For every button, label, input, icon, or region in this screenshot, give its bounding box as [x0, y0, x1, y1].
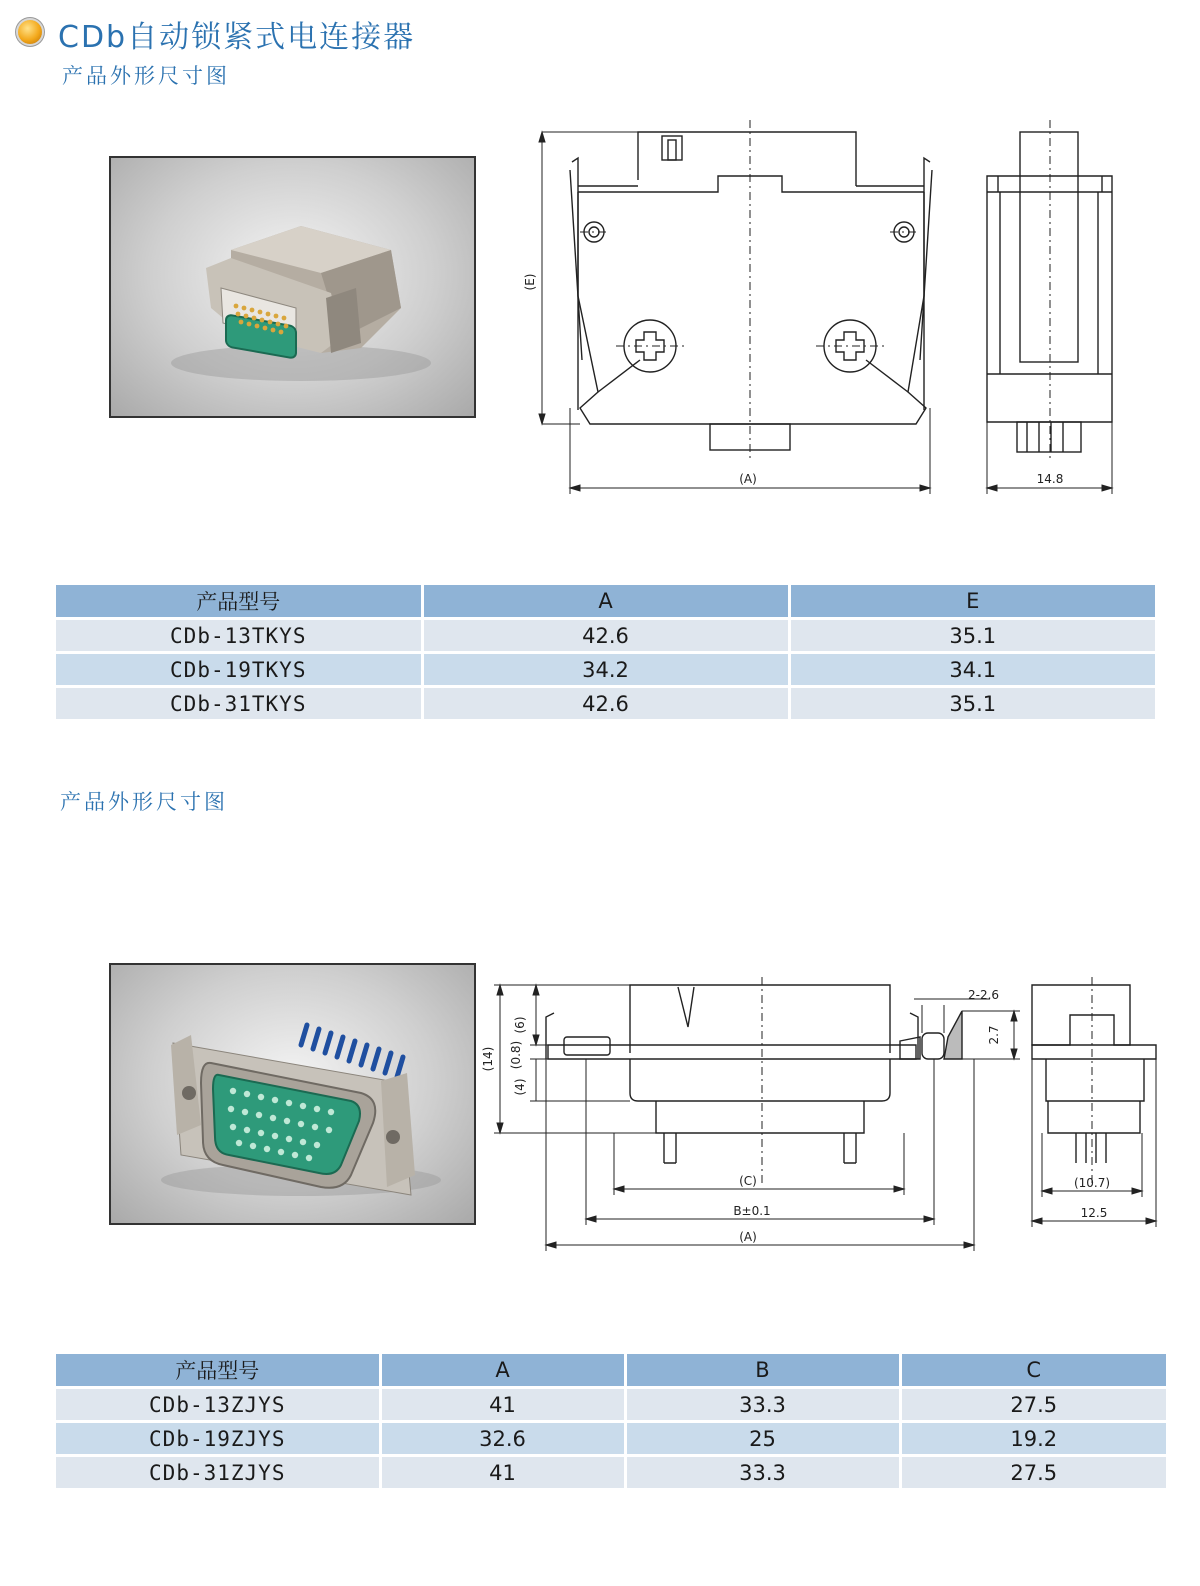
dim-label-e: (E) [523, 273, 537, 291]
spec-table-zjys [56, 1354, 1166, 1488]
table-header-b: B [625, 1354, 900, 1388]
table-row [56, 1456, 1166, 1489]
table-cell-a: 41 [380, 1456, 625, 1489]
table-cell-b: 33.3 [625, 1388, 900, 1422]
product-photo-tkys [109, 156, 476, 418]
table-cell-a: 32.6 [380, 1422, 625, 1456]
section1-subtitle: 产品外形尺寸图 [62, 64, 230, 88]
table-header-a: A [380, 1354, 625, 1388]
table-header-c: C [900, 1354, 1166, 1388]
table-header-a: A [422, 585, 789, 619]
table-cell-model: CDb-13TKYS [56, 619, 422, 653]
table-header-row [56, 585, 1155, 619]
dim-label-2-7: 2.7 [987, 1025, 1001, 1045]
dim-label-6: (6) [513, 1016, 527, 1034]
table-cell-c: 27.5 [900, 1388, 1166, 1422]
dim-label-hole: 2-2.6 [968, 988, 1000, 1002]
table-cell-a: 41 [380, 1388, 625, 1422]
table-header-row [56, 1354, 1166, 1388]
table-header-model: 产品型号 [56, 585, 422, 619]
dim-label-c: (C) [739, 1174, 757, 1188]
dimension-drawing-zjys [480, 975, 1170, 1255]
table-header-model: 产品型号 [56, 1354, 380, 1388]
dim-label-12-5: 12.5 [1080, 1206, 1108, 1220]
table-cell-e: 35.1 [789, 619, 1155, 653]
table-cell-model: CDb-31TKYS [56, 687, 422, 720]
page-title: CDb自动锁紧式电连接器 [58, 20, 416, 55]
dim-label-a: (A) [739, 472, 757, 486]
table-cell-b: 25 [625, 1422, 900, 1456]
table-cell-e: 35.1 [789, 687, 1155, 720]
table-header-e: E [789, 585, 1155, 619]
table-cell-model: CDb-19ZJYS [56, 1422, 380, 1456]
table-row [56, 687, 1155, 720]
dim-label-14: (14) [481, 1046, 495, 1072]
dim-label-0-8: (0.8) [509, 1040, 523, 1070]
table-row [56, 1422, 1166, 1456]
dim-label-10-7: (10.7) [1073, 1176, 1111, 1190]
table-cell-a: 42.6 [422, 687, 789, 720]
table-cell-c: 19.2 [900, 1422, 1166, 1456]
table-cell-c: 27.5 [900, 1456, 1166, 1489]
dim-label-a2: (A) [739, 1230, 757, 1244]
title-bullet-icon [18, 20, 42, 44]
table-cell-a: 42.6 [422, 619, 789, 653]
dim-label-b: B±0.1 [733, 1204, 771, 1218]
table-row [56, 1388, 1166, 1422]
dim-label-width: 14.8 [1036, 472, 1064, 486]
table-cell-model: CDb-13ZJYS [56, 1388, 380, 1422]
table-cell-e: 34.1 [789, 653, 1155, 687]
table-cell-model: CDb-31ZJYS [56, 1456, 380, 1489]
dimension-drawing-tkys [520, 110, 1160, 510]
product-photo-zjys [109, 963, 476, 1225]
connector-render-2 [111, 965, 474, 1223]
table-cell-a: 34.2 [422, 653, 789, 687]
connector-render-1 [111, 158, 474, 416]
table-cell-b: 33.3 [625, 1456, 900, 1489]
section2-subtitle: 产品外形尺寸图 [60, 790, 228, 814]
table-cell-model: CDb-19TKYS [56, 653, 422, 687]
spec-table-tkys [56, 585, 1155, 719]
table-row [56, 653, 1155, 687]
dim-label-4: (4) [513, 1078, 527, 1096]
table-row [56, 619, 1155, 653]
